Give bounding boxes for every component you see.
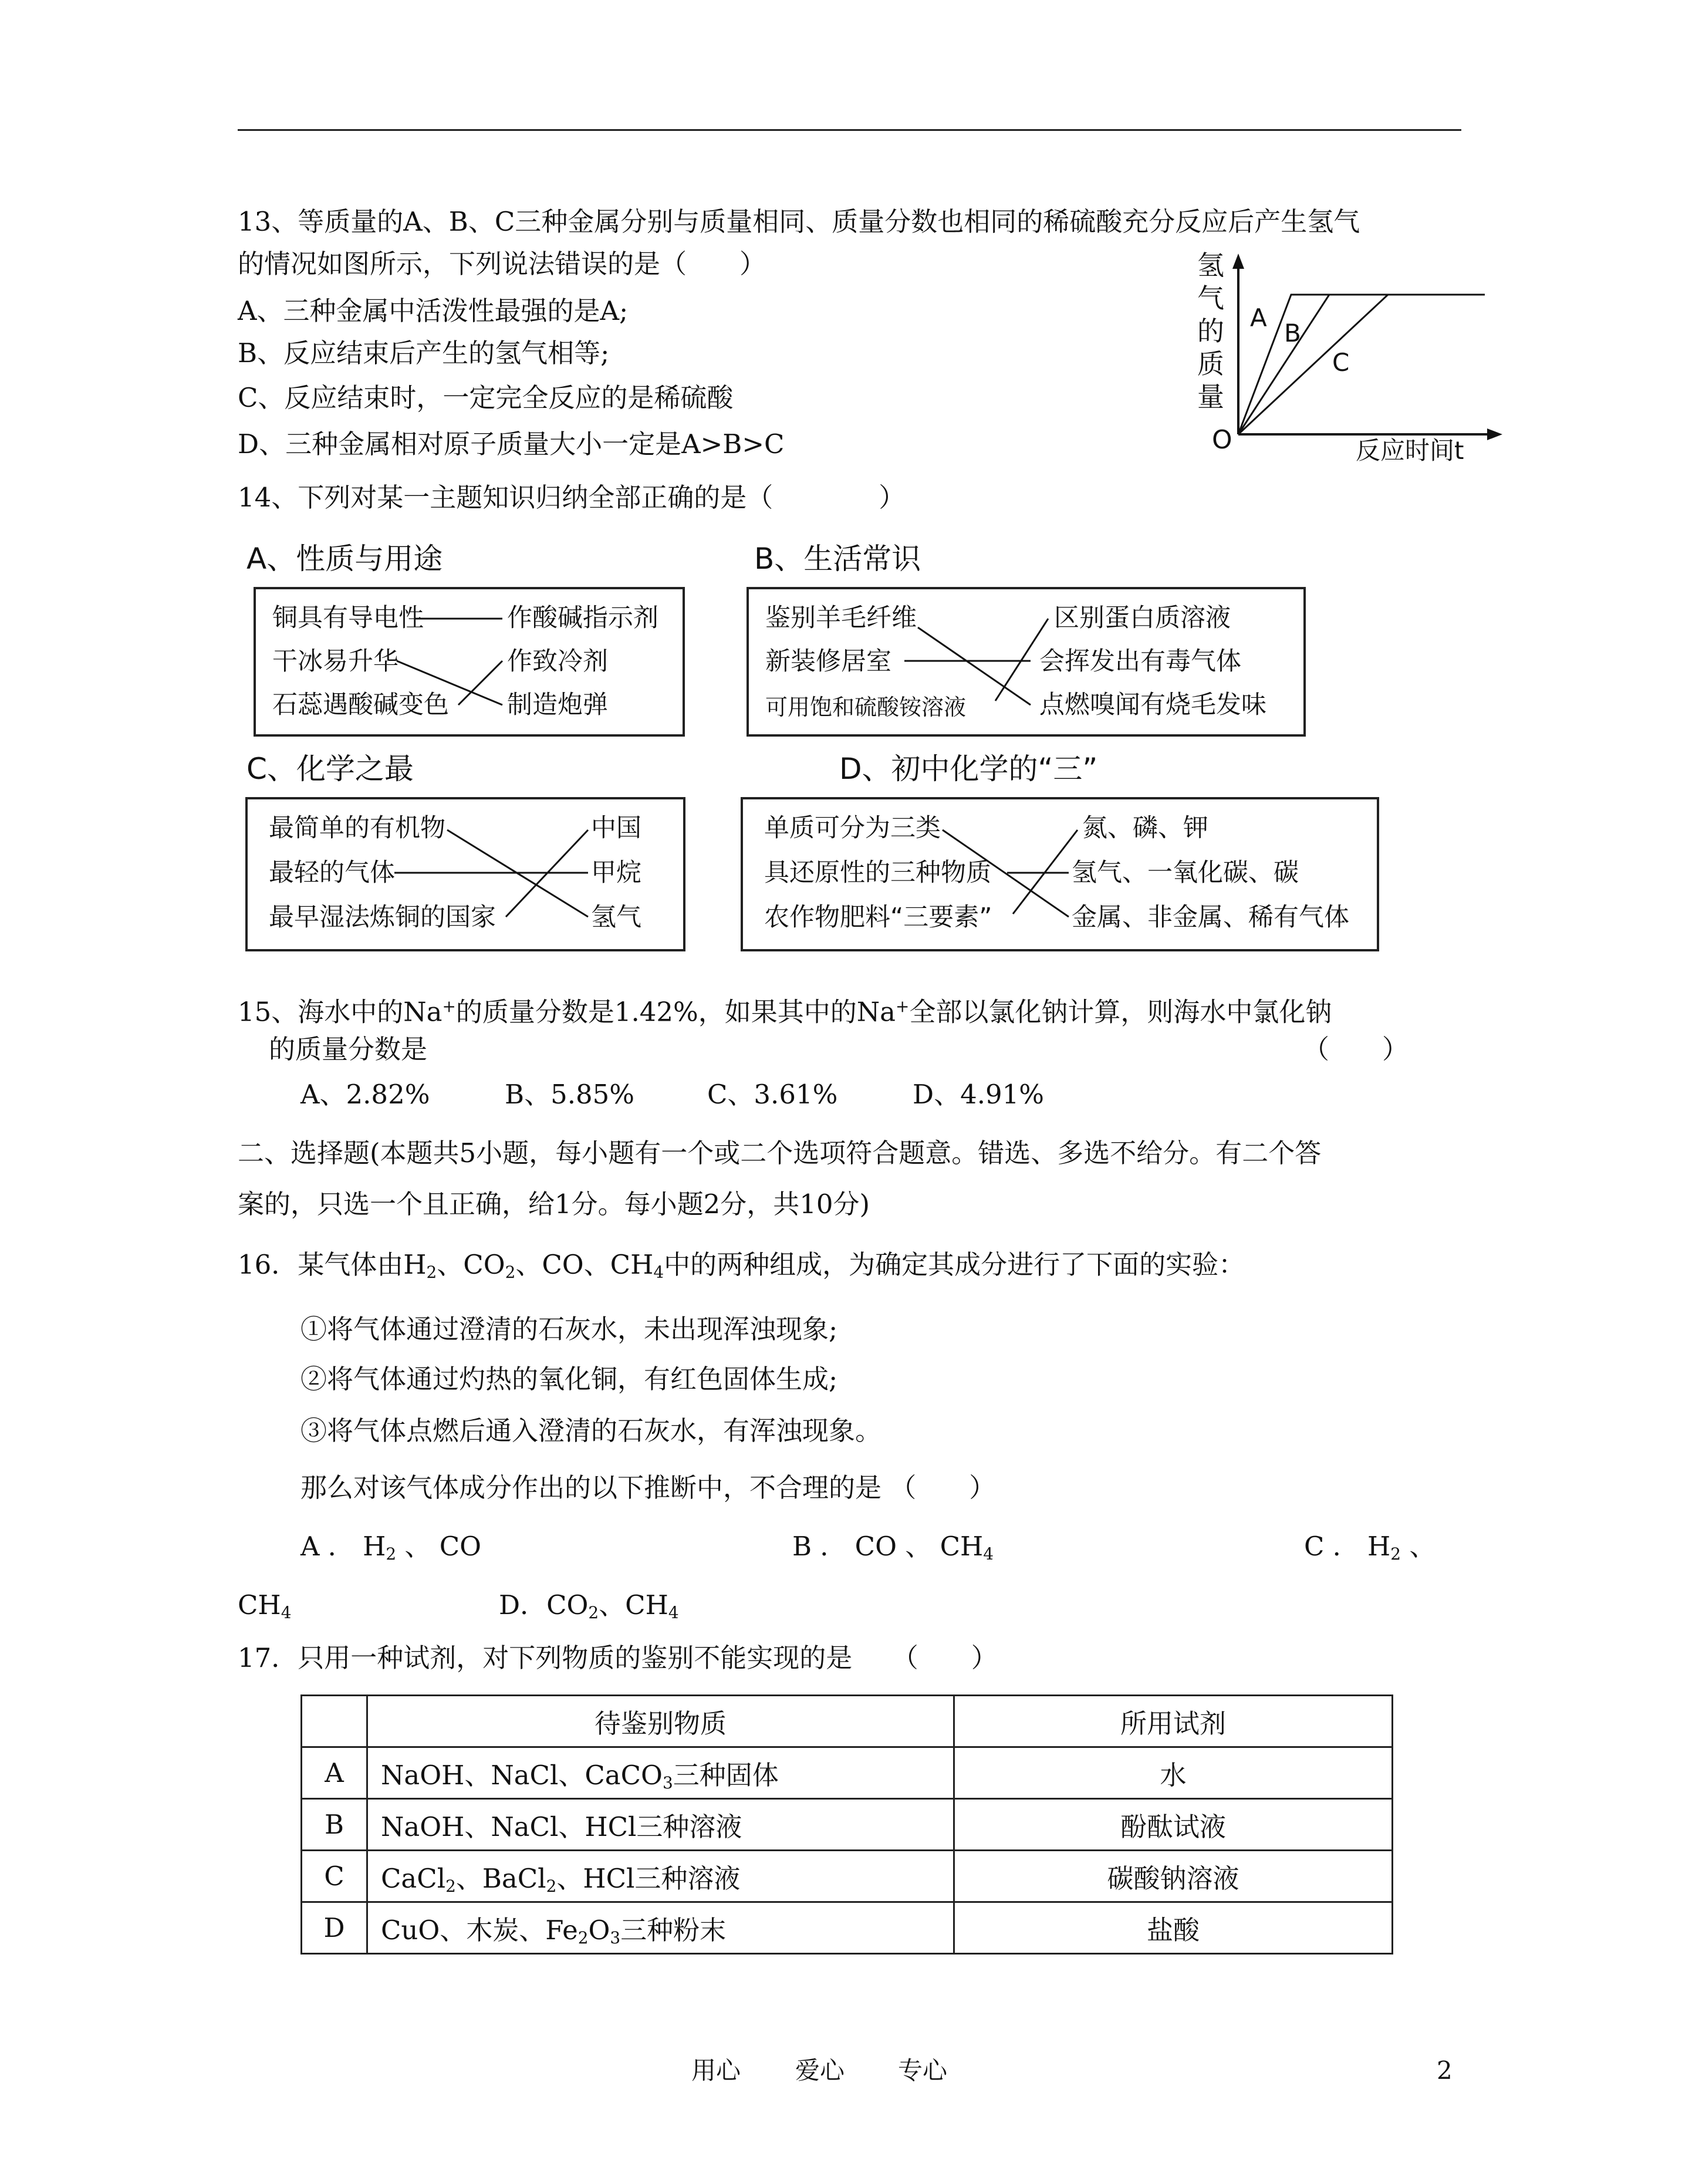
panel-a-left-3: 石蕊遇酸碱变色 (272, 690, 449, 720)
q16-opt-sub: 2 (386, 1544, 397, 1564)
q13-option-b: B、反应结束后产生的氢气相等; (238, 337, 610, 369)
q13-stem-line1: 13、等质量的A、B、C三种金属分别与质量相同、质量分数也相同的稀硫酸充分反应后产生氢气 (238, 206, 1360, 237)
q13-option-d: D、三种金属相对原子质量大小一定是A>B>C (238, 428, 785, 460)
panel-b-right-3: 点燃嗅闻有烧毛发味 (1039, 690, 1266, 720)
ylabel-char: 气 (1197, 282, 1224, 314)
panel-a-left-2: 干冰易升华 (272, 647, 398, 676)
q16-opt-part: A ． H (300, 1531, 386, 1562)
panel-a-right-1: 作酸碱指示剂 (507, 603, 658, 633)
footer-motto-3: 专心 (898, 2056, 948, 2085)
panel-c-connectors (248, 799, 683, 949)
ylabel-char: 氢 (1197, 249, 1224, 281)
q16-opt-part: 、 (1401, 1531, 1436, 1562)
q16-opt-part: B ． CO 、 CH (792, 1531, 984, 1562)
panel-d-left-3: 农作物肥料“三要素” (764, 903, 992, 932)
panel-d-left-1: 单质可分为三类 (764, 813, 941, 843)
table-header-row (302, 1696, 1393, 1747)
cell-part: 、BaCl (455, 1862, 546, 1894)
q16-opt-part: CH (238, 1589, 281, 1621)
ylabel-char: 量 (1197, 381, 1224, 413)
row-reagent: 盐酸 (954, 1902, 1393, 1954)
q15-answer-paren: （ ） (1303, 1034, 1409, 1065)
q13-option-c: C、反应结束时，一定完全反应的是稀硫酸 (238, 382, 734, 413)
q15-sup2: + (896, 997, 910, 1016)
q15-stem-line2: 的质量分数是 (269, 1034, 428, 1065)
cell-part: 、HCl三种溶液 (556, 1862, 741, 1894)
panel-b-connectors (749, 589, 1303, 734)
cell-sub: 3 (662, 1773, 673, 1793)
panel-d-left-2: 具还原性的三种物质 (764, 858, 991, 887)
q14-panel-c-title: C、化学之最 (246, 752, 414, 786)
q16-option-d (499, 1588, 679, 1631)
q16-opt-sub: 4 (983, 1544, 994, 1564)
table-header-cell: 所用试剂 (954, 1696, 1393, 1747)
q16-sub: 2 (505, 1262, 516, 1282)
q16-stem-part: 、CO、CH (515, 1249, 654, 1280)
panel-b-left-1: 鉴别羊毛纤维 (765, 603, 917, 633)
q17-table (300, 1694, 1393, 1955)
table-header-cell (302, 1696, 367, 1747)
q16-opt-part: 、 CO (396, 1531, 482, 1562)
q15-option-a: A、2.82% (300, 1079, 430, 1110)
q16-option-c-cont (238, 1588, 291, 1631)
q14-panel-b-title: B、生活常识 (754, 542, 921, 576)
q16-opt-part: D．CO (499, 1589, 589, 1621)
q16-sub: 4 (653, 1262, 664, 1282)
table-row (302, 1799, 1393, 1851)
q16-stem-part: 16．某气体由H (238, 1249, 427, 1280)
ylabel-char: 的 (1197, 315, 1224, 347)
panel-d-connectors (743, 799, 1377, 949)
q16-opt-sub: 4 (668, 1602, 679, 1622)
q15-stem-b: 的质量分数是1.42%，如果其中的Na (455, 996, 896, 1028)
q15-stem-c: 全部以氯化钠计算，则海水中氯化钠 (909, 996, 1332, 1028)
table-header-cell: 待鉴别物质 (367, 1696, 954, 1747)
q14-panel-a (254, 587, 685, 737)
page-number: 2 (1437, 2056, 1453, 2085)
row-reagent: 碳酸钠溶液 (954, 1851, 1393, 1902)
q15-sup1: + (442, 997, 456, 1016)
row-substances (367, 1851, 954, 1902)
q13-option-a: A、三种金属中活泼性最强的是A; (238, 295, 629, 326)
row-substances (367, 1902, 954, 1954)
q14-panel-d-title: D、初中化学的“三” (839, 752, 1098, 786)
panel-b-right-2: 会挥发出有毒气体 (1039, 647, 1241, 676)
cell-part: O (588, 1914, 610, 1946)
panel-c-left-1: 最简单的有机物 (269, 813, 445, 843)
q16-step-2: ②将气体通过灼热的氧化铜，有红色固体生成; (300, 1363, 838, 1395)
header-rule (238, 129, 1461, 131)
cell-part: CaCl (381, 1862, 446, 1894)
q14-stem: 14、下列对某一主题知识归纳全部正确的是（ ） (238, 482, 906, 513)
q16-stem-part: 、CO (437, 1249, 505, 1280)
row-substances (367, 1799, 954, 1851)
footer-motto-2: 爱心 (795, 2056, 845, 2085)
q14-panel-c (245, 797, 685, 951)
panel-c-right-1: 中国 (591, 813, 641, 843)
x-axis-arrow (1487, 428, 1502, 440)
row-reagent: 酚酞试液 (954, 1799, 1393, 1851)
table-row (302, 1902, 1393, 1954)
panel-b-left-2: 新装修居室 (765, 647, 891, 676)
q16-option-c (1304, 1529, 1435, 1572)
cell-part: 三种粉末 (620, 1914, 727, 1946)
graph-label-b: B (1284, 319, 1301, 347)
cell-part: NaOH、NaCl、HCl三种溶液 (381, 1811, 742, 1842)
row-key: B (302, 1799, 367, 1851)
row-key: A (302, 1747, 367, 1799)
q16-stem (238, 1247, 1245, 1290)
q16-opt-sub: 2 (1390, 1544, 1401, 1564)
q17-stem: 17．只用一种试剂，对下列物质的鉴别不能实现的是 （ ） (238, 1642, 998, 1673)
q15-option-b: B、5.85% (505, 1079, 635, 1110)
panel-c-right-3: 氢气 (591, 903, 641, 932)
panel-d-right-3: 金属、非金属、稀有气体 (1072, 903, 1349, 932)
table-row (302, 1851, 1393, 1902)
graph-xlabel: 反应时间t (1356, 436, 1464, 465)
panel-d-right-2: 氢气、一氧化碳、碳 (1072, 858, 1299, 887)
panel-c-left-3: 最早湿法炼铜的国家 (269, 903, 496, 932)
section2-line2: 案的，只选一个且正确，给1分。每小题2分，共10分) (238, 1189, 870, 1220)
q16-opt-sub: 4 (281, 1602, 292, 1622)
q16-step-1: ①将气体通过澄清的石灰水，未出现浑浊现象; (300, 1314, 838, 1345)
footer-motto-1: 用心 (691, 2056, 741, 2085)
cell-part: 三种固体 (673, 1759, 779, 1791)
cell-sub: 2 (577, 1928, 589, 1947)
q14-panel-b (747, 587, 1306, 737)
graph-ylabel (1197, 249, 1224, 413)
cell-sub: 3 (610, 1928, 621, 1947)
q16-opt-part: C ． H (1304, 1531, 1391, 1562)
panel-c-left-2: 最轻的气体 (269, 858, 395, 887)
panel-d-right-1: 氮、磷、钾 (1082, 813, 1208, 843)
q16-question: 那么对该气体成分作出的以下推断中，不合理的是 （ ） (300, 1472, 996, 1503)
panel-b-left-3: 可用饱和硫酸铵溶液 (765, 694, 967, 720)
q16-opt-sub: 2 (588, 1602, 599, 1622)
panel-a-connectors (256, 589, 683, 734)
panel-c-right-2: 甲烷 (591, 858, 641, 887)
q16-option-a (300, 1529, 481, 1572)
q16-option-b (792, 1529, 994, 1572)
row-reagent: 水 (954, 1747, 1393, 1799)
q13-stem-line2: 的情况如图所示，下列说法错误的是（ ） (238, 248, 766, 279)
ylabel-char: 质 (1197, 348, 1224, 380)
line-a (1238, 295, 1485, 434)
table-row (302, 1747, 1393, 1799)
cell-sub: 2 (546, 1876, 557, 1896)
panel-a-right-3: 制造炮弹 (507, 690, 608, 720)
panel-a-right-2: 作致冷剂 (507, 647, 608, 676)
cell-part: NaOH、NaCl、CaCO (381, 1759, 663, 1791)
q13-graph (1191, 247, 1520, 470)
q16-opt-part: 、CH (599, 1589, 668, 1621)
row-key: C (302, 1851, 367, 1902)
row-substances (367, 1747, 954, 1799)
graph-label-c: C (1332, 348, 1350, 377)
y-axis-arrow (1232, 254, 1244, 269)
cell-part: CuO、木炭、Fe (381, 1914, 578, 1946)
cell-sub: 2 (445, 1876, 456, 1896)
panel-b-right-1: 区别蛋白质溶液 (1054, 603, 1231, 633)
q16-stem-part: 中的两种组成，为确定其成分进行了下面的实验： (664, 1249, 1245, 1280)
q16-sub: 2 (426, 1262, 437, 1282)
graph-origin: O (1212, 425, 1232, 455)
graph-label-a: A (1250, 303, 1267, 332)
section2-line1: 二、选择题(本题共5小题，每小题有一个或二个选项符合题意。错选、多选不给分。有二个答 (238, 1137, 1322, 1169)
q14-panel-a-title: A、性质与用途 (246, 542, 443, 576)
panel-a-left-1: 铜具有导电性 (272, 603, 424, 633)
q15-option-c: C、3.61% (707, 1079, 838, 1110)
q15-option-d: D、4.91% (913, 1079, 1045, 1110)
q15-stem-line1 (238, 989, 1332, 1029)
q16-step-3: ③将气体点燃后通入澄清的石灰水，有浑浊现象。 (300, 1415, 882, 1446)
q15-stem-a: 15、海水中的Na (238, 996, 443, 1028)
q14-panel-d (741, 797, 1379, 951)
row-key: D (302, 1902, 367, 1954)
